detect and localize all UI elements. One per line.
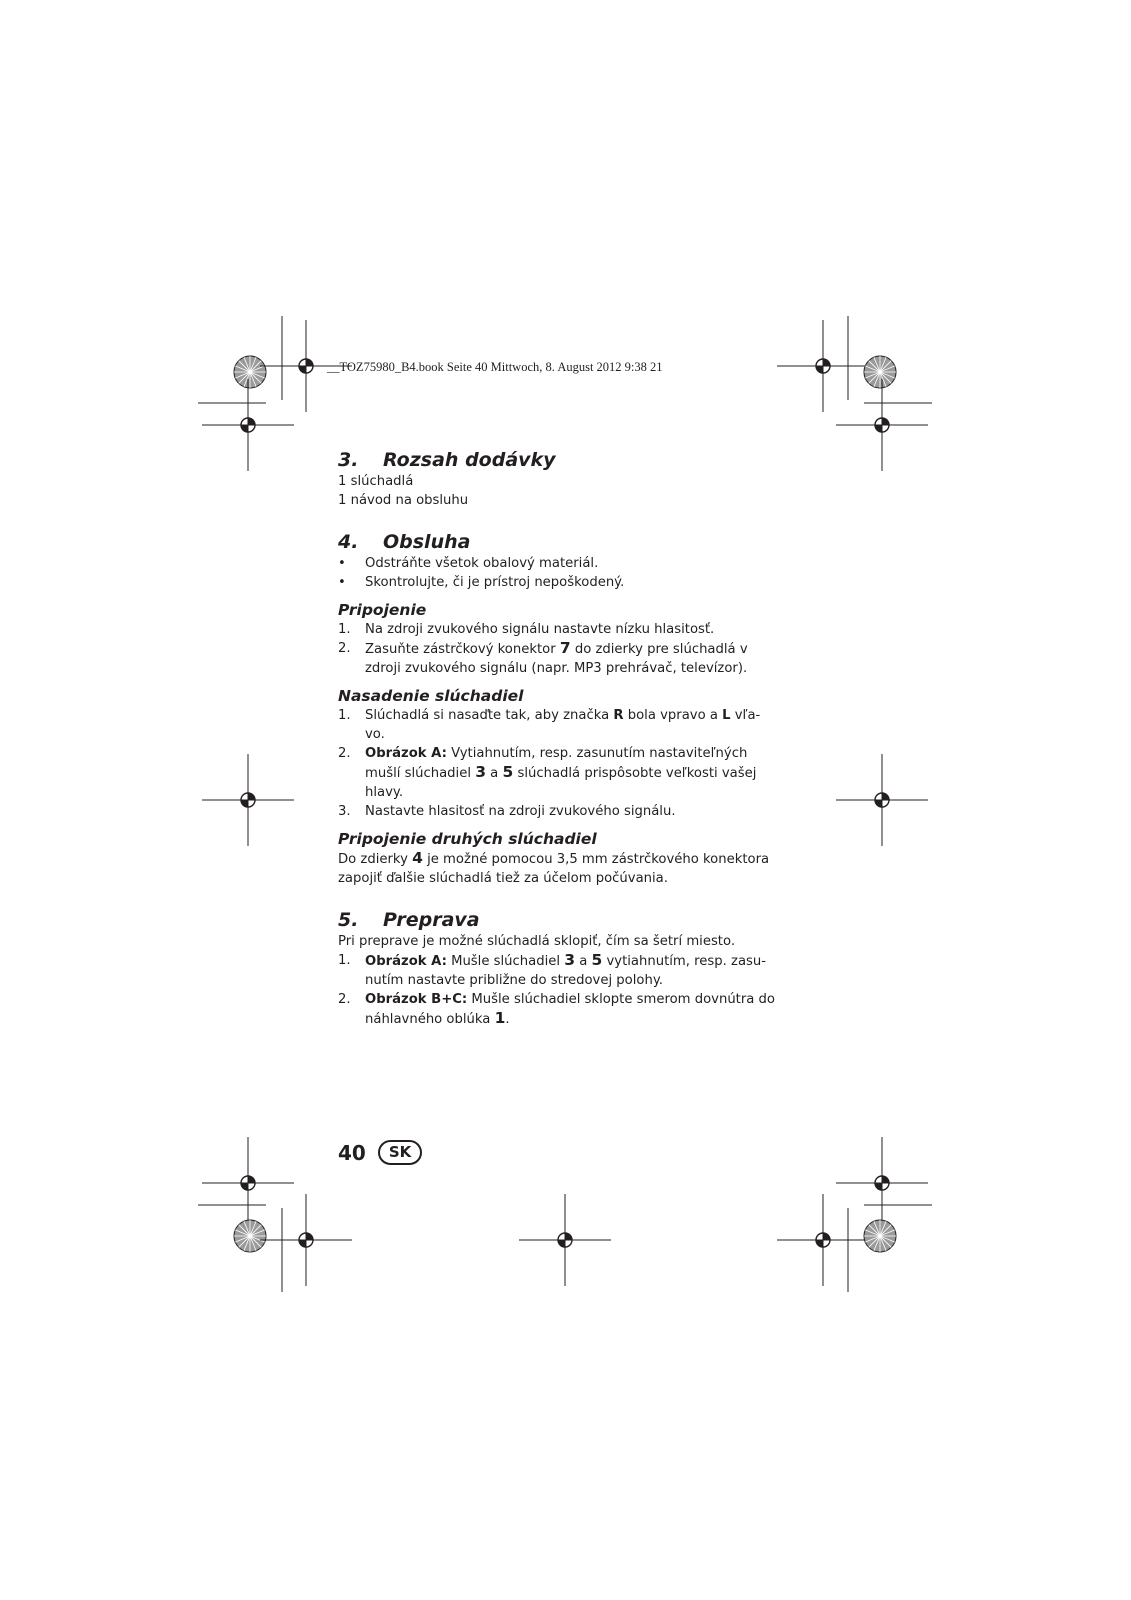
numbered-list bbox=[338, 951, 778, 1029]
part-number: 4 bbox=[412, 849, 423, 867]
subheading-second-headphones: Pripojenie druhých slúchadiel bbox=[338, 830, 597, 848]
marking-letter: L bbox=[722, 708, 731, 723]
section-number: 5. bbox=[338, 909, 359, 931]
section-title: Preprava bbox=[383, 909, 480, 931]
list-item: • Odstráňte všetok obalový materiál. bbox=[338, 556, 599, 571]
numbered-list bbox=[338, 706, 778, 821]
bullet-list bbox=[338, 554, 778, 592]
subheading-fitting: Nasadenie slúchadiel bbox=[338, 687, 524, 705]
part-number: 7 bbox=[559, 639, 571, 657]
page-number: 40 bbox=[338, 1140, 366, 1165]
section-number: 3. bbox=[338, 449, 359, 471]
section-title: Rozsah dodávky bbox=[383, 449, 556, 471]
scope-line: 1 návod na obsluhu bbox=[338, 493, 469, 508]
figure-label: Obrázok B+C: bbox=[365, 992, 468, 1007]
section-heading-operation bbox=[338, 530, 778, 554]
list-item: 2. Zasuňte zástrčkový konektor 7 do zdierky pre slúchadlá v zdroji zvukového signálu (napr. MP3 prehrávač, televízor). bbox=[338, 639, 748, 676]
part-number: 3 bbox=[564, 951, 576, 969]
page-footer bbox=[338, 1140, 422, 1165]
list-item: 1. Na zdroji zvukového signálu nastavte nízku hlasitosť. bbox=[338, 622, 715, 637]
page-content bbox=[338, 448, 778, 1029]
marking-letter: R bbox=[613, 708, 624, 723]
paragraph: Pri preprave je možné slúchadlá sklopiť, čím sa šetrí miesto. bbox=[338, 934, 736, 949]
section-number: 4. bbox=[338, 531, 359, 553]
paragraph: Do zdierky 4 je možné pomocou 3,5 mm zástrčkového konektora zapojiť ďalšie slúchadlá tiež za účelom počúvania. bbox=[338, 849, 770, 886]
subheading-connection: Pripojenie bbox=[338, 601, 427, 619]
part-number: 3 bbox=[475, 763, 486, 781]
figure-label: Obrázok A: bbox=[365, 746, 447, 761]
bullet-marker: • bbox=[338, 556, 346, 571]
section-title: Obsluha bbox=[383, 531, 471, 553]
print-header: __TOZ75980_B4.book Seite 40 Mittwoch, 8. August 2012 9:38 21 bbox=[327, 360, 663, 374]
scope-line: 1 slúchadlá bbox=[338, 474, 414, 489]
language-badge: SK bbox=[378, 1140, 422, 1165]
section-heading-transport bbox=[338, 908, 778, 932]
part-number: 1 bbox=[494, 1009, 506, 1027]
list-item: 2. Obrázok A: Vytiahnutím, resp. zasunutím nastaviteľných mušlí slúchadiel 3 a 5 slúchadlá prispôsobte veľkosti vašej hlavy. bbox=[338, 746, 757, 800]
part-number: 5 bbox=[591, 951, 603, 969]
bullet-marker: • bbox=[338, 575, 346, 590]
list-item: 2. Obrázok B+C: Mušle slúchadiel sklopte smerom dovnútra do náhlavného oblúka 1. bbox=[338, 992, 775, 1027]
section-heading-scope bbox=[338, 448, 778, 472]
list-item: • Skontrolujte, či je prístroj nepoškodený. bbox=[338, 575, 625, 590]
numbered-list bbox=[338, 620, 778, 678]
figure-label: Obrázok A: bbox=[365, 954, 447, 969]
list-item: 1. Slúchadlá si nasaďte tak, aby značka R bola vpravo a L vľa-vo. bbox=[338, 708, 761, 742]
list-item: 3. Nastavte hlasitosť na zdroji zvukového signálu. bbox=[338, 804, 676, 819]
part-number: 5 bbox=[502, 763, 514, 781]
list-item: 1. Obrázok A: Mušle slúchadiel 3 a 5 vytiahnutím, resp. zasu-nutím nastavte približne do stredovej polohy. bbox=[338, 951, 767, 988]
